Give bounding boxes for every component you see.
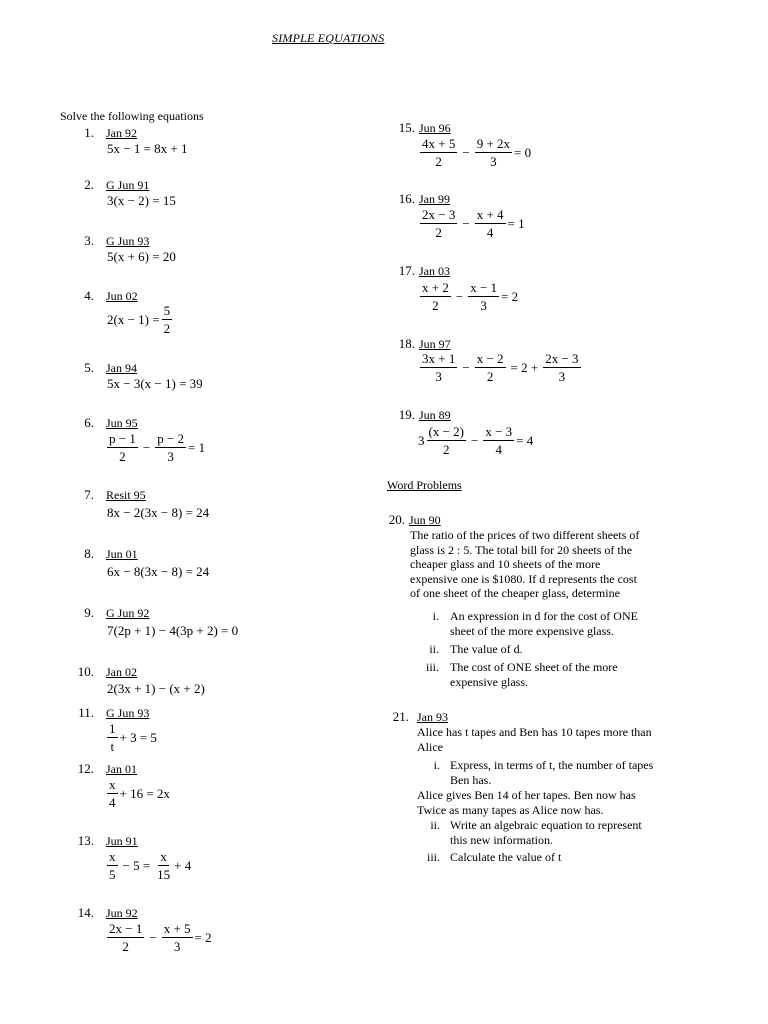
question-reference: G Jun 93	[106, 706, 150, 720]
operator: −	[142, 439, 151, 455]
denominator: 2	[443, 442, 450, 457]
fraction	[162, 303, 173, 336]
question-number: 19.	[398, 407, 415, 422]
question-reference: Jun 97	[419, 337, 451, 351]
operator: −	[455, 288, 464, 304]
part-text	[450, 660, 618, 689]
fraction	[155, 431, 186, 464]
equation	[105, 921, 212, 954]
fraction	[107, 921, 144, 954]
denominator: 4	[495, 442, 503, 457]
text-line: Alice gives Ben 14 of her tapes. Ben now has	[417, 788, 636, 802]
question-reference: Jun 92	[106, 906, 138, 920]
equation-rhs: = 1	[188, 439, 206, 455]
text-line: Ben has.	[450, 772, 492, 787]
part-numeral: i.	[432, 609, 439, 623]
text-line: The cost of ONE sheet of the more	[450, 660, 618, 674]
equation-lhs: 2(x − 1) =	[107, 311, 160, 327]
equation	[418, 136, 531, 169]
numerator: x + 4	[476, 207, 504, 222]
numerator: 9 + 2x	[476, 136, 511, 151]
operator: −	[471, 432, 479, 448]
question-reference: Jan 93	[417, 710, 448, 724]
question-number: 20.	[388, 512, 405, 527]
question-reference: Jan 03	[419, 264, 450, 278]
question-reference: Jun 95	[106, 416, 138, 430]
question-number: 1.	[84, 125, 94, 140]
equation-middle: = 2 +	[510, 359, 539, 375]
numerator: p − 1	[109, 431, 136, 446]
equation	[105, 777, 170, 810]
denominator: t	[110, 739, 115, 754]
part-text	[450, 818, 642, 847]
question-number: 2.	[84, 177, 94, 192]
denominator: 4	[486, 225, 494, 240]
text-line: An expression in d for the cost of ONE	[450, 609, 638, 623]
question-number: 3.	[84, 233, 94, 248]
part-numeral: iii.	[426, 850, 440, 864]
fraction	[427, 424, 467, 457]
question-number: 5.	[84, 360, 94, 375]
question-number: 9.	[84, 605, 94, 620]
equation: 6x − 8(3x − 8) = 24	[107, 564, 210, 579]
denominator: 3	[173, 939, 181, 954]
part-text	[450, 758, 653, 787]
denominator: 2	[163, 321, 171, 336]
equation-rhs: + 3 = 5	[119, 729, 157, 745]
question-number: 16.	[398, 191, 415, 206]
denominator: 2	[435, 225, 442, 240]
question-number: 4.	[84, 288, 94, 303]
equation-rhs: + 4	[174, 857, 192, 873]
numerator: (x − 2)	[428, 424, 464, 439]
question-text	[417, 788, 636, 817]
equation	[105, 431, 205, 464]
equation: 7(2p + 1) − 4(3p + 2) = 0	[107, 623, 239, 638]
numerator: 4x + 5	[422, 136, 456, 151]
denominator: 15	[157, 867, 171, 882]
equation	[107, 303, 174, 336]
fraction	[420, 351, 457, 384]
text-line: Alice has t tapes and Ben has 10 tapes more than	[417, 725, 652, 739]
text-line: Alice	[417, 739, 443, 754]
question-number: 7.	[84, 487, 94, 502]
text-line: glass is 2 : 5. The total bill for 20 sheets of the	[410, 542, 633, 557]
question-number: 18.	[398, 336, 415, 351]
fraction	[483, 424, 514, 457]
numerator: 2x − 3	[422, 207, 456, 222]
text-line: expensive glass.	[450, 674, 528, 689]
question-number: 15.	[398, 120, 415, 135]
denominator: 3	[435, 369, 442, 384]
question-reference: Jun 89	[419, 408, 451, 422]
question-number: 17.	[398, 263, 415, 278]
fraction	[475, 351, 506, 384]
numerator: x + 2	[422, 280, 449, 295]
text-line: Twice as many tapes as Alice now has.	[417, 802, 604, 817]
question-number: 11.	[78, 705, 94, 720]
denominator: 4	[109, 795, 116, 810]
text-line: this new information.	[450, 832, 553, 847]
question-reference: Jan 01	[106, 762, 137, 776]
fraction	[543, 351, 580, 384]
numerator: x	[109, 777, 116, 792]
question-reference: Jan 99	[419, 192, 450, 206]
operator: −	[462, 144, 470, 160]
part-text	[450, 642, 523, 657]
text-line: Calculate the value of t	[450, 850, 562, 864]
equation	[105, 849, 191, 882]
part-numeral: i.	[433, 758, 440, 772]
question-reference: Jan 02	[106, 665, 137, 679]
page-title: SIMPLE EQUATIONS	[272, 31, 385, 45]
fraction	[420, 280, 451, 313]
part-numeral: iii.	[425, 660, 439, 674]
part-numeral: ii.	[430, 818, 440, 832]
question-reference: Jan 94	[106, 361, 137, 375]
fraction	[475, 207, 506, 240]
denominator: 2	[119, 449, 126, 464]
equation-rhs: = 2	[194, 929, 212, 945]
numerator: x − 1	[470, 280, 498, 295]
question-reference: G Jun 91	[106, 178, 150, 192]
part-numeral: ii.	[429, 642, 439, 656]
word-problems-heading: Word Problems	[387, 478, 462, 492]
numerator: 1	[109, 721, 116, 736]
text-line: Express, in terms of t, the number of tapes	[450, 758, 654, 772]
equation: 5x − 3(x − 1) = 39	[107, 376, 203, 391]
fraction	[420, 207, 457, 240]
denominator: 3	[490, 154, 497, 169]
text-line: cheaper glass and 10 sheets of the more	[410, 557, 601, 572]
fraction	[107, 431, 138, 464]
part-text	[450, 850, 561, 865]
fraction	[107, 777, 118, 810]
numerator: x	[109, 849, 116, 864]
question-reference: Jun 01	[106, 547, 138, 561]
denominator: 3	[167, 449, 174, 464]
denominator: 2	[486, 369, 494, 384]
text-line: The ratio of the prices of two different sheets of	[410, 528, 640, 542]
text-line: Write an algebraic equation to represent	[450, 818, 642, 832]
numerator: x	[160, 849, 167, 864]
equation-rhs: + 16 = 2x	[119, 785, 170, 801]
denominator: 2	[435, 154, 442, 169]
fraction	[475, 136, 512, 169]
equation	[418, 207, 525, 240]
denominator: 3	[480, 298, 487, 313]
denominator: 2	[122, 939, 129, 954]
equation-prefix: 3	[418, 432, 425, 448]
numerator: x + 5	[163, 921, 191, 936]
equation: 2(3x + 1) − (x + 2)	[107, 681, 205, 696]
equation: 5x − 1 = 8x + 1	[107, 141, 188, 156]
question-reference: Jun 90	[409, 513, 441, 527]
fraction	[107, 849, 118, 882]
question-number: 8.	[84, 546, 94, 561]
numerator: 2x − 3	[545, 351, 579, 366]
equation: 8x − 2(3x − 8) = 24	[107, 505, 210, 520]
numerator: 3x + 1	[422, 351, 456, 366]
part-text	[450, 609, 638, 638]
question-reference: Jun 96	[419, 121, 451, 135]
text-line: The value of d.	[450, 642, 523, 656]
question-reference: Jun 02	[106, 289, 138, 303]
equation-middle: − 5 =	[122, 857, 151, 873]
equation-rhs: = 0	[514, 144, 532, 160]
question-reference: Jun 91	[106, 834, 138, 848]
question-number: 21.	[392, 709, 409, 724]
fraction	[420, 136, 457, 169]
numerator: 2x − 1	[109, 921, 143, 936]
instructions: Solve the following equations	[60, 109, 204, 123]
question-number: 10.	[77, 664, 94, 679]
equation	[418, 351, 583, 384]
operator: −	[462, 359, 470, 375]
question-reference: Jan 92	[106, 126, 137, 140]
question-number: 14.	[77, 905, 94, 920]
equation	[418, 280, 518, 313]
denominator: 3	[558, 369, 566, 384]
denominator: 2	[432, 298, 439, 313]
question-number: 12.	[77, 761, 94, 776]
denominator: 5	[109, 867, 116, 882]
text-line: of one sheet of the cheaper glass, determine	[410, 586, 620, 601]
question-reference: G Jun 92	[106, 606, 150, 620]
equation: 3(x − 2) = 15	[107, 193, 176, 208]
question-reference: G Jun 93	[106, 234, 150, 248]
question-reference: Resit 95	[106, 488, 146, 502]
question-number: 6.	[84, 415, 94, 430]
equation: 5(x + 6) = 20	[107, 249, 176, 264]
question-text	[410, 528, 639, 601]
operator: −	[149, 929, 157, 945]
numerator: 5	[163, 303, 171, 318]
equation	[105, 721, 157, 754]
fraction	[162, 921, 193, 954]
text-line: sheet of the more expensive glass.	[450, 623, 614, 638]
fraction	[107, 721, 118, 754]
fraction	[155, 849, 172, 882]
equation-rhs: = 2	[501, 288, 519, 304]
numerator: p − 2	[157, 431, 185, 446]
numerator: x − 2	[476, 351, 504, 366]
question-text	[417, 725, 652, 754]
question-number: 13.	[77, 833, 94, 848]
fraction	[468, 280, 499, 313]
numerator: x − 3	[485, 424, 513, 439]
text-line: expensive one is $1080. If d represents the cost	[410, 571, 637, 586]
equation	[418, 424, 533, 457]
equation-rhs: = 4	[516, 432, 534, 448]
equation-rhs: = 1	[507, 215, 525, 231]
operator: −	[462, 215, 470, 231]
